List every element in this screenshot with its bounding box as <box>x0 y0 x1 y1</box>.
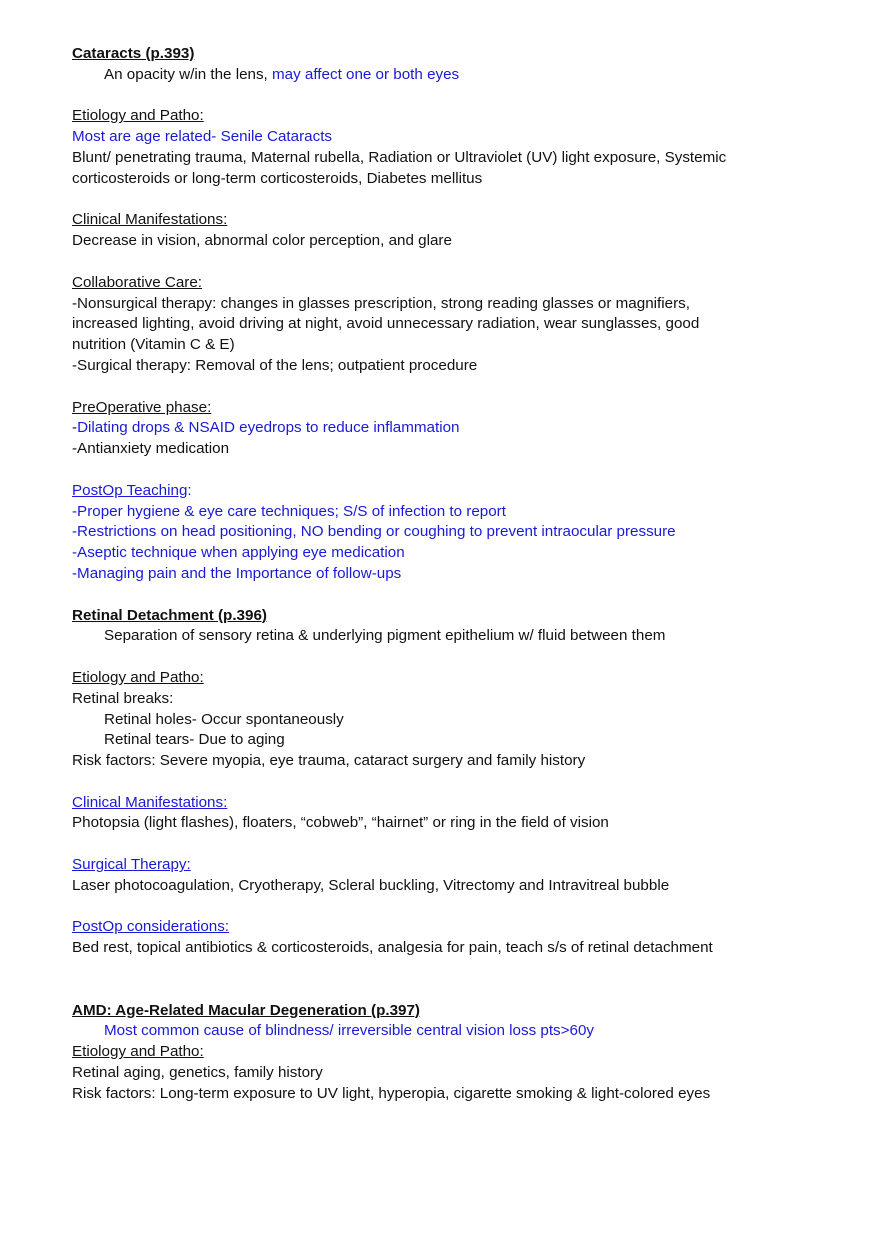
cataracts-etiology-highlight: Most are age related- Senile Cataracts <box>72 128 333 146</box>
cataracts-postop-heading-colon: : <box>187 481 192 499</box>
amd-etiology-heading: Etiology and Patho: <box>72 1043 204 1061</box>
retinal-postop-text: Bed rest, topical antibiotics & corticosteroids, analgesia for pain, teach s/s of retinal detachment <box>72 939 713 957</box>
cataracts-definition-text: An opacity w/in the lens, <box>104 65 272 83</box>
retinal-holes: Retinal holes- Occur spontaneously <box>104 710 344 728</box>
retinal-surgical-heading: Surgical Therapy: <box>72 856 191 874</box>
retinal-postop-heading: PostOp considerations: <box>72 918 230 936</box>
cataracts-postop-item: -Managing pain and the Importance of follow-ups <box>72 564 402 582</box>
cataracts-postop-heading-text: PostOp Teaching <box>72 481 188 499</box>
cataracts-etiology-line: corticosteroids or long-term corticosteroids, Diabetes mellitus <box>72 169 483 187</box>
cataracts-care-line: -Nonsurgical therapy: changes in glasses prescription, strong reading glasses or magnifiers, <box>72 294 690 312</box>
cataracts-postop-item: -Proper hygiene & eye care techniques; S/S of infection to report <box>72 502 506 520</box>
cataracts-postop-heading <box>72 481 852 502</box>
retinal-risk-factors: Risk factors: Severe myopia, eye trauma, cataract surgery and family history <box>72 752 586 770</box>
amd-title: AMD: Age-Related Macular Degeneration (p.397) <box>72 1001 420 1019</box>
cataracts-title: Cataracts (p.393) <box>72 45 195 62</box>
cataracts-etiology-heading: Etiology and Patho: <box>72 107 204 125</box>
retinal-breaks-label: Retinal breaks: <box>72 689 174 707</box>
cataracts-clinical-heading: Clinical Manifestations: <box>72 211 228 229</box>
cataracts-preop-heading: PreOperative phase: <box>72 398 212 416</box>
cataracts-definition <box>72 65 852 86</box>
cataracts-clinical-text: Decrease in vision, abnormal color perception, and glare <box>72 232 452 250</box>
retinal-surgical-text: Laser photocoagulation, Cryotherapy, Scleral buckling, Vitrectomy and Intravitreal bubble <box>72 876 670 894</box>
document-body <box>72 44 852 1105</box>
cataracts-preop-item: -Antianxiety medication <box>72 440 230 458</box>
amd-risk-factors: Risk factors: Long-term exposure to UV light, hyperopia, cigarette smoking & light-colored eyes <box>72 1084 711 1102</box>
cataracts-definition-highlight: may affect one or both eyes <box>272 65 460 83</box>
cataracts-etiology-line: Blunt/ penetrating trauma, Maternal rubella, Radiation or Ultraviolet (UV) light exposure, Systemic <box>72 148 727 166</box>
cataracts-postop-item: -Restrictions on head positioning, NO bending or coughing to prevent intraocular pressure <box>72 523 676 541</box>
retinal-tears: Retinal tears- Due to aging <box>104 731 285 749</box>
cataracts-preop-dash: - <box>72 419 78 437</box>
cataracts-care-line: nutrition (Vitamin C & E) <box>72 336 235 354</box>
retinal-clinical-text: Photopsia (light flashes), floaters, “cobweb”, “hairnet” or ring in the field of vision <box>72 814 609 832</box>
cataracts-care-heading: Collaborative Care: <box>72 273 202 291</box>
cataracts-care-line: -Surgical therapy: Removal of the lens; outpatient procedure <box>72 356 478 374</box>
amd-definition: Most common cause of blindness/ irreversible central vision loss pts>60y <box>104 1022 595 1040</box>
retinal-title: Retinal Detachment (p.396) <box>72 606 267 624</box>
retinal-definition: Separation of sensory retina & underlying pigment epithelium w/ fluid between them <box>104 627 666 645</box>
amd-etiology-text: Retinal aging, genetics, family history <box>72 1064 323 1082</box>
retinal-clinical-heading: Clinical Manifestations: <box>72 793 228 811</box>
cataracts-preop-item <box>72 418 852 439</box>
cataracts-postop-item: -Aseptic technique when applying eye medication <box>72 544 405 562</box>
cataracts-preop-highlight: Dilating drops & NSAID eyedrops to reduce inflammation <box>77 419 460 437</box>
retinal-etiology-heading: Etiology and Patho: <box>72 668 204 686</box>
cataracts-care-line: increased lighting, avoid driving at night, avoid unnecessary radiation, wear sunglasses, good <box>72 315 700 333</box>
